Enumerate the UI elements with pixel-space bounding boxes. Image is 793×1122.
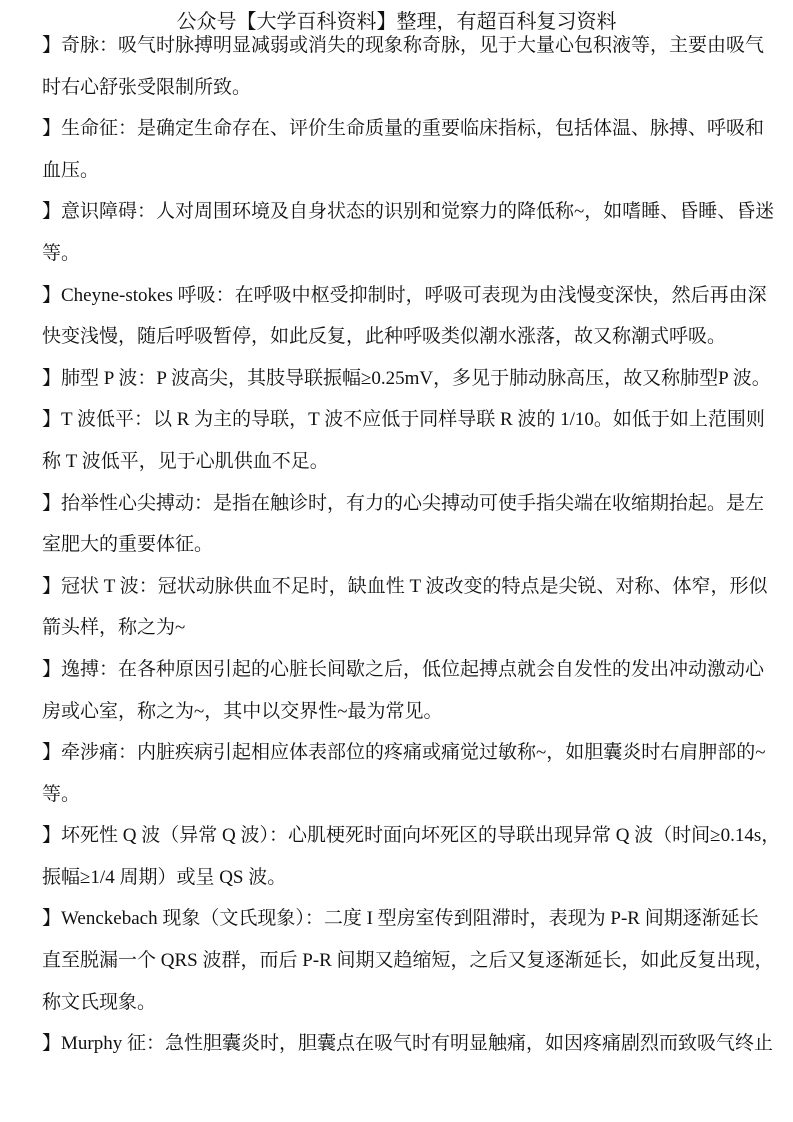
entry-line: 】冠状 T 波：冠状动脉供血不足时，缺血性 T 波改变的特点是尖锐、对称、体窄，形似 <box>42 575 768 597</box>
entry-line: 等。 <box>42 242 81 264</box>
entry-line: 】生命征：是确定生命存在、评价生命质量的重要临床指标，包括体温、脉搏、呼吸和 <box>42 118 765 140</box>
document-body <box>42 25 781 1065</box>
glossary-entry <box>42 191 775 274</box>
glossary-entry <box>42 732 766 815</box>
entry-line: 】牵涉痛：内脏疾病引起相应体表部位的疼痛或痛觉过敏称~，如胆囊炎时右肩胛部的~ <box>42 742 766 764</box>
glossary-entry <box>42 399 765 482</box>
entry-line: 快变浅慢，随后呼吸暂停，如此反复，此种呼吸类似潮水涨落，故又称潮式呼吸。 <box>42 326 727 348</box>
entry-line: 等。 <box>42 783 81 805</box>
glossary-entry <box>42 275 767 358</box>
glossary-entry <box>42 1023 773 1065</box>
glossary-entry <box>42 649 765 732</box>
entry-line: 时右心舒张受限制所致。 <box>42 76 252 98</box>
entry-line: 】意识障碍：人对周围环境及自身状态的识别和觉察力的降低称~，如嗜睡、昏睡、昏迷 <box>42 201 775 223</box>
entry-line: 】肺型 P 波：P 波高尖，其肢导联振幅≥0.25mV，多见于肺动脉高压，故又称肺型P 波。 <box>42 367 771 389</box>
page-header: 公众号【大学百科资料】整理，有超百科复习资料 <box>176 11 617 33</box>
entry-line: 直至脱漏一个 QRS 波群，而后 P-R 间期又趋缩短，之后又复逐渐延长，如此反复出现， <box>42 950 774 972</box>
entry-line: 振幅≥1/4 周期）或呈 QS 波。 <box>42 866 287 888</box>
entry-line: 箭头样，称之为~ <box>42 617 186 639</box>
entry-line: 】Cheyne-stokes 呼吸：在呼吸中枢受抑制时，呼吸可表现为由浅慢变深快，然后再由深 <box>42 284 767 306</box>
glossary-entry <box>42 566 768 649</box>
entry-line: 室肥大的重要体征。 <box>42 534 214 556</box>
entry-line: 房或心室，称之为~，其中以交界性~最为常见。 <box>42 700 443 722</box>
entry-line: 称 T 波低平，见于心肌供血不足。 <box>42 450 329 472</box>
glossary-entry <box>42 25 765 108</box>
entry-line: 称文氏现象。 <box>42 991 157 1013</box>
entry-line: 】奇脉：吸气时脉搏明显减弱或消失的现象称奇脉，见于大量心包积液等，主要由吸气 <box>42 35 765 56</box>
glossary-entry <box>42 358 771 400</box>
glossary-entry <box>42 483 765 566</box>
glossary-entry <box>42 898 774 1023</box>
entry-line: 】T 波低平：以 R 为主的导联，T 波不应低于同样导联 R 波的 1/10。如低于如上范围则 <box>42 409 765 431</box>
entry-line: 】Wenckebach 现象（文氏现象）：二度 I 型房室传到阻滞时，表现为 P-R 间期逐渐延长 <box>42 908 759 930</box>
entry-line: 】Murphy 征：急性胆囊炎时，胆囊点在吸气时有明显触痛，如因疼痛剧烈而致吸气终止 <box>42 1033 773 1055</box>
glossary-entry <box>42 108 765 191</box>
entry-line: 】抬举性心尖搏动：是指在触诊时，有力的心尖搏动可使手指尖端在收缩期抬起。是左 <box>42 492 765 514</box>
entry-line: 】逸搏：在各种原因引起的心脏长间歇之后，低位起搏点就会自发性的发出冲动激动心 <box>42 658 765 680</box>
glossary-entry <box>42 815 781 898</box>
entry-line: 】坏死性 Q 波（异常 Q 波）：心肌梗死时面向坏死区的导联出现异常 Q 波（时间≥0.14s， <box>42 825 781 847</box>
entry-line: 血压。 <box>42 159 100 181</box>
